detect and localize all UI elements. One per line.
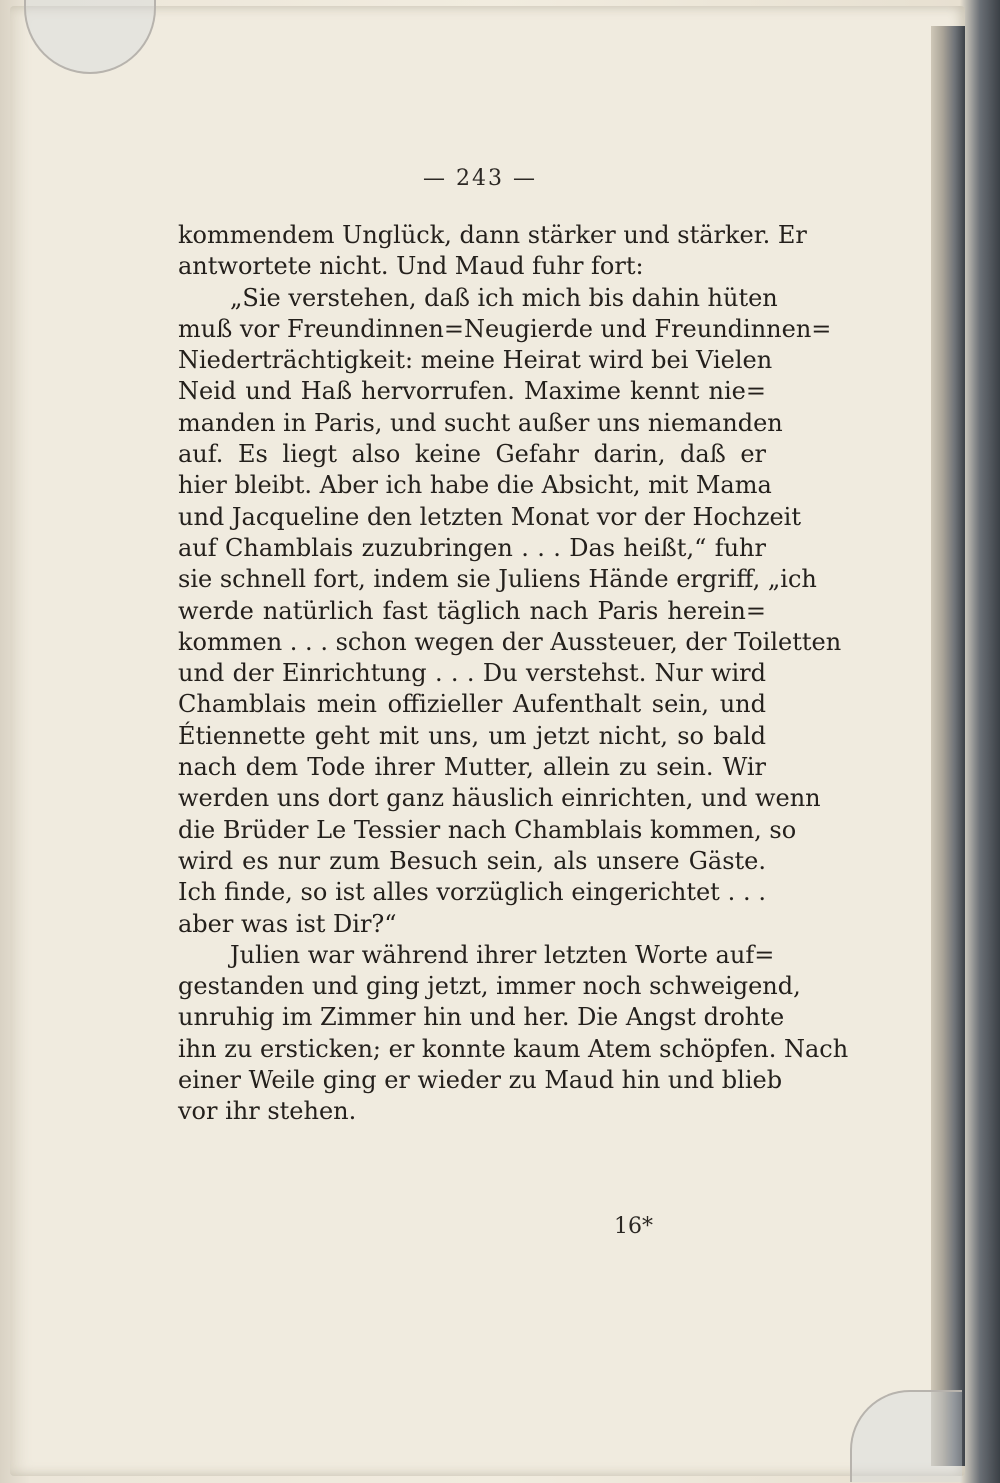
page-number: — 243 — (423, 166, 537, 191)
text-line: Chamblais mein offizieller Aufenthalt sein, und (178, 690, 766, 719)
text-line: Étiennette geht mit uns, um jetzt nicht, so bald (178, 721, 766, 750)
text-line: auf Chamblais zuzubringen . . . Das heißt,“ fuhr (178, 533, 766, 562)
text-line: Niederträchtigkeit: meine Heirat wird bei Vielen (178, 346, 773, 375)
text-line: manden in Paris, und sucht außer uns niemanden (178, 408, 783, 437)
text-line: werde natürlich fast täglich nach Paris herein= (178, 596, 766, 625)
text-line: die Brüder Le Tessier nach Chamblais kommen, so (178, 815, 797, 844)
text-line: hier bleibt. Aber ich habe die Absicht, mit Mama (178, 471, 772, 500)
text-line: muß vor Freundinnen=Neugierde und Freundinnen= (178, 314, 832, 343)
text-line: einer Weile ging er wieder zu Maud hin und blieb (178, 1066, 783, 1095)
text-line: kommen . . . schon wegen der Aussteuer, der Toiletten (178, 627, 842, 656)
text-line: sie schnell fort, indem sie Juliens Hände ergriff, „ich (178, 565, 817, 594)
text-line: auf. Es liegt also keine Gefahr darin, daß er (178, 440, 766, 469)
text-line: wird es nur zum Besuch sein, als unsere Gäste. (178, 846, 766, 875)
text-line: werden uns dort ganz häuslich einrichten, und wenn (178, 784, 821, 813)
signature-mark: 16* (614, 1214, 653, 1239)
text-line: nach dem Tode ihrer Mutter, allein zu sein. Wir (178, 753, 766, 782)
text-line: antwortete nicht. Und Maud fuhr fort: (178, 252, 644, 281)
text-line: aber was ist Dir?“ (178, 909, 397, 938)
page-edge-shadow (931, 26, 965, 1466)
text-line: und Jacqueline den letzten Monat vor der Hochzeit (178, 502, 801, 531)
text-line: kommendem Unglück, dann stärker und stärker. Er (178, 221, 807, 249)
text-line: ihn zu ersticken; er konnte kaum Atem schöpfen. Nach (178, 1034, 849, 1063)
text-line: vor ihr stehen. (178, 1097, 357, 1126)
text-line: „Sie verstehen, daß ich mich bis dahin hüten (230, 283, 778, 312)
text-line: und der Einrichtung . . . Du verstehst. Nur wird (178, 659, 766, 688)
text-line: Ich finde, so ist alles vorzüglich eingerichtet . . . (178, 878, 766, 907)
text-line: Julien war während ihrer letzten Worte auf= (230, 940, 775, 969)
text-line: Neid und Haß hervorrufen. Maxime kennt nie= (178, 377, 766, 406)
text-line: unruhig im Zimmer hin und her. Die Angst drohte (178, 1003, 785, 1032)
text-line: gestanden und ging jetzt, immer noch schweigend, (178, 972, 801, 1001)
body-text (178, 220, 849, 1128)
